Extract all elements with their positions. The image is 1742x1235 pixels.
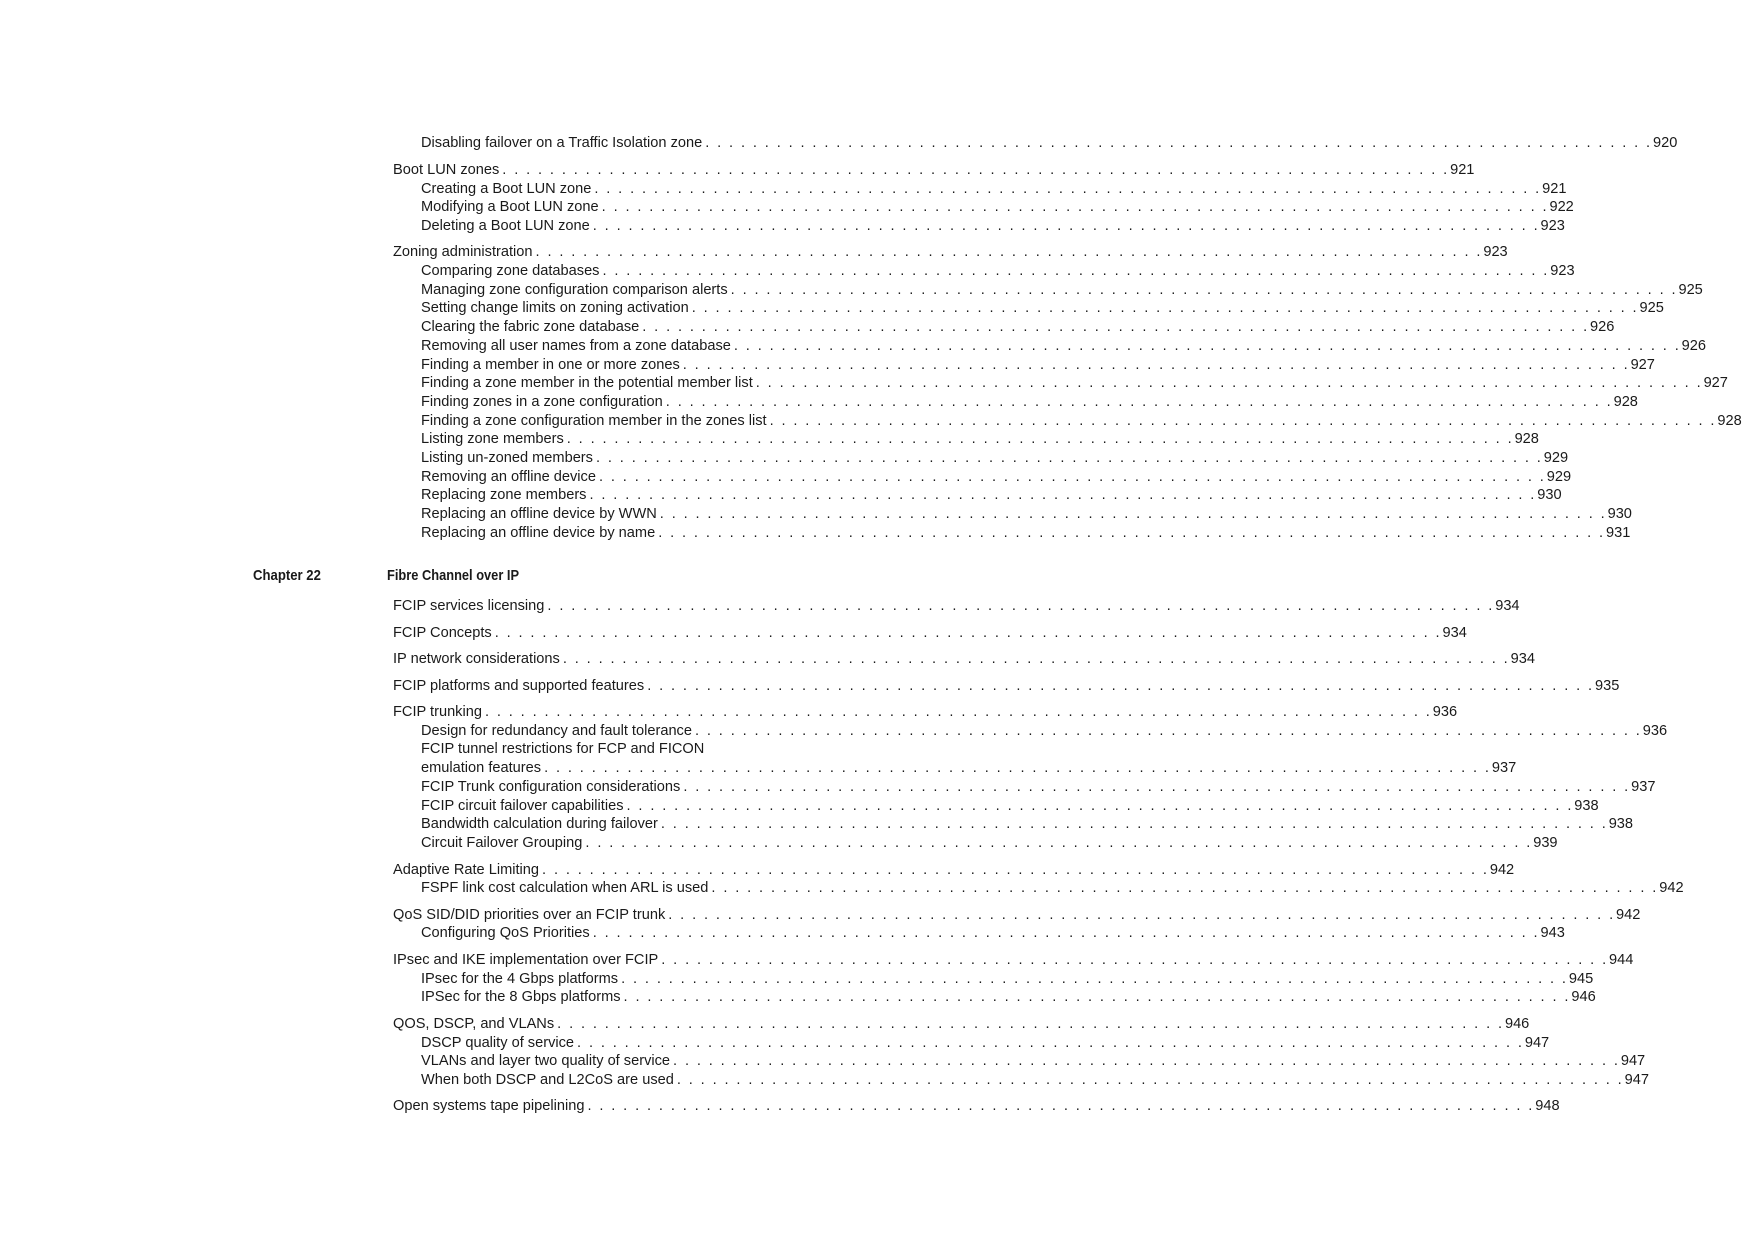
toc-page-number: 928 [1717,413,1742,429]
dot-leader: . . . . . . . . . . . . . . . . . . . . . . . . . . . . . . . . . . . . . . . . . . . . . . . . . . . . . . . . . . . . . . . . . . . . . . . . . . . . . . . . [585,835,1533,851]
toc-page-number: 936 [1642,723,1668,739]
dot-leader: . . . . . . . . . . . . . . . . . . . . . . . . . . . . . . . . . . . . . . . . . . . . . . . . . . . . . . . . . . . . . . . . . . . . . . . . . . . . . . . . [621,971,1568,987]
toc-entry-subsection[interactable] [421,374,1728,393]
dot-leader: . . . . . . . . . . . . . . . . . . . . . . . . . . . . . . . . . . . . . . . . . . . . . . . . . . . . . . . . . . . . . . . . . . . . . . . . . . . . . . . . [705,135,1653,151]
dot-leader: . . . . . . . . . . . . . . . . . . . . . . . . . . . . . . . . . . . . . . . . . . . . . . . . . . . . . . . . . . . . . . . . . . . . . . . . . . . . . . . . [544,760,1491,776]
toc-entry-subsection[interactable] [421,834,1558,853]
toc-entry-title: FCIP Concepts [393,625,492,641]
toc-page-number: 943 [1540,925,1565,941]
toc-page-number: 934 [1495,598,1520,614]
dot-leader: . . . . . . . . . . . . . . . . . . . . . . . . . . . . . . . . . . . . . . . . . . . . . . . . . . . . . . . . . . . . . . . . . . . . . . . . . . . . . . . . [595,450,1543,466]
toc-entry-title: Finding a member in one or more zones [421,357,680,373]
toc-page-number: 934 [1510,651,1535,667]
dot-leader: . . . . . . . . . . . . . . . . . . . . . . . . . . . . . . . . . . . . . . . . . . . . . . . . . . . . . . . . . . . . . . . . . . . . . . . . . . . . . . . . [623,989,1571,1005]
toc-entry-subsection[interactable] [421,815,1634,834]
toc-page-number: 948 [1535,1098,1560,1114]
toc-entry-title: Boot LUN zones [393,162,500,178]
dot-leader: . . . . . . . . . . . . . . . . . . . . . . . . . . . . . . . . . . . . . . . . . . . . . . . . . . . . . . . . . . . . . . . . . . . . . . . . . . . . . . . . [683,779,1631,795]
toc-entry-subsection[interactable] [421,988,1596,1007]
toc-entry-subsection[interactable] [421,486,1562,505]
toc-page-number: 936 [1432,704,1458,720]
toc-entry-title: Finding a zone member in the potential member list [421,375,753,391]
toc-page-number: 930 [1607,506,1632,522]
toc-entry-subsection[interactable] [421,797,1599,816]
dot-leader: . . . . . . . . . . . . . . . . . . . . . . . . . . . . . . . . . . . . . . . . . . . . . . . . . . . . . . . . . . . . . . . . . . . . . . . . . . . . . . . . [691,300,1639,316]
toc-entry-title: QoS SID/DID priorities over an FCIP trunk [393,907,666,923]
toc-page-number: 944 [1609,952,1634,968]
toc-entry-subsection[interactable] [421,337,1707,356]
toc-entry-subsection[interactable] [421,924,1565,943]
toc-page-number: 942 [1489,862,1515,878]
toc-entry-title: FCIP services licensing [393,598,545,614]
toc-page-number: 947 [1620,1053,1646,1069]
toc-entry-section[interactable] [393,1097,1560,1116]
toc-entry-subsection[interactable] [421,879,1684,898]
toc-entry-title: FSPF link cost calculation when ARL is used [421,880,709,896]
dot-leader: . . . . . . . . . . . . . . . . . . . . . . . . . . . . . . . . . . . . . . . . . . . . . . . . . . . . . . . . . . . . . . . . . . . . . . . . . . . . . . . . [592,925,1540,941]
toc-entry-section[interactable] [393,597,1520,616]
dot-leader: . . . . . . . . . . . . . . . . . . . . . . . . . . . . . . . . . . . . . . . . . . . . . . . . . . . . . . . . . . . . . . . . . . . . . . . . . . . . . . . . [733,338,1681,354]
toc-page-number: 921 [1450,162,1475,178]
toc-entry-subsection[interactable] [421,524,1631,543]
toc-entry-title: Deleting a Boot LUN zone [421,218,590,234]
dot-leader: . . . . . . . . . . . . . . . . . . . . . . . . . . . . . . . . . . . . . . . . . . . . . . . . . . . . . . . . . . . . . . . . . . . . . . . . . . . . . . . . [592,218,1540,234]
toc-page-number: 927 [1703,375,1728,391]
dot-leader: . . . . . . . . . . . . . . . . . . . . . . . . . . . . . . . . . . . . . . . . . . . . . . . . . . . . . . . . . . . . . . . . . . . . . . . . . . . . . . . . [658,525,1605,541]
toc-page-number: 947 [1624,1072,1650,1088]
toc-entry-title: FCIP platforms and supported features [393,678,645,694]
toc-page-number: 920 [1653,135,1678,151]
dot-leader: . . . . . . . . . . . . . . . . . . . . . . . . . . . . . . . . . . . . . . . . . . . . . . . . . . . . . . . . . . . . . . . . . . . . . . . . . . . . . . . . [601,199,1549,215]
chapter-title: Fibre Channel over IP [387,568,520,584]
dot-leader: . . . . . . . . . . . . . . . . . . . . . . . . . . . . . . . . . . . . . . . . . . . . . . . . . . . . . . . . . . . . . . . . . . . . . . . . . . . . . . . . [711,880,1659,896]
dot-leader: . . . . . . . . . . . . . . . . . . . . . . . . . . . . . . . . . . . . . . . . . . . . . . . . . . . . . . . . . . . . . . . . . . . . . . . . . . . . . . . . [502,162,1450,178]
toc-entry-title: Bandwidth calculation during failover [421,816,658,832]
toc-page-number: 942 [1616,907,1641,923]
toc-entry-section[interactable] [393,243,1508,262]
toc-entry-section[interactable] [393,906,1641,925]
toc-entry-title: DSCP quality of service [421,1035,575,1051]
dot-leader: . . . . . . . . . . . . . . . . . . . . . . . . . . . . . . . . . . . . . . . . . . . . . . . . . . . . . . . . . . . . . . . . . . . . . . . . . . . . . . . . [494,625,1442,641]
dot-leader: . . . . . . . . . . . . . . . . . . . . . . . . . . . . . . . . . . . . . . . . . . . . . . . . . . . . . . . . . . . . . . . . . . . . . . . . . . . . . . . . [589,487,1537,503]
toc-entry-section[interactable] [393,703,1458,722]
toc-page-number: 935 [1595,678,1620,694]
toc-entry-subsection[interactable] [421,449,1569,468]
toc-entry-title: IPsec and IKE implementation over FCIP [393,952,659,968]
toc-page-number: 934 [1442,625,1467,641]
toc-entry-subsection[interactable] [421,299,1664,318]
toc-entry-title: Comparing zone databases [421,263,600,279]
dot-leader: . . . . . . . . . . . . . . . . . . . . . . . . . . . . . . . . . . . . . . . . . . . . . . . . . . . . . . . . . . . . . . . . . . . . . . . . . . . . . . . . [730,282,1678,298]
toc-entry-title: Circuit Failover Grouping [421,835,583,851]
toc-page-number: 929 [1546,469,1572,485]
toc-page-number: 928 [1514,431,1539,447]
toc-entry-continued[interactable]: FCIP tunnel restrictions for FCP and FICON [421,741,705,757]
toc-page-number: 945 [1568,971,1594,987]
toc-entry-title: FCIP circuit failover capabilities [421,798,624,814]
toc-entry-subsection[interactable] [421,1034,1550,1053]
toc-entry-subsection[interactable] [421,281,1703,300]
toc-entry-section[interactable] [393,161,1475,180]
toc-entry-subsection[interactable] [421,778,1656,797]
toc-page-number: 921 [1542,181,1567,197]
toc-entry-title: Replacing zone members [421,487,587,503]
chapter-number: Chapter 22 [253,568,321,584]
toc-entry-title: Listing un-zoned members [421,450,593,466]
toc-entry-subsection[interactable] [421,1052,1646,1071]
dot-leader: . . . . . . . . . . . . . . . . . . . . . . . . . . . . . . . . . . . . . . . . . . . . . . . . . . . . . . . . . . . . . . . . . . . . . . . . . . . . . . . . [542,862,1489,878]
dot-leader: . . . . . . . . . . . . . . . . . . . . . . . . . . . . . . . . . . . . . . . . . . . . . . . . . . . . . . . . . . . . . . . . . . . . . . . . . . . . . . . . [535,244,1483,260]
dot-leader: . . . . . . . . . . . . . . . . . . . . . . . . . . . . . . . . . . . . . . . . . . . . . . . . . . . . . . . . . . . . . . . . . . . . . . . . . . . . . . . . [682,357,1630,373]
toc-page-number: 928 [1613,394,1638,410]
toc-entry-section[interactable] [393,1015,1530,1034]
toc-page-number: 923 [1483,244,1508,260]
toc-page-number: 927 [1630,357,1655,373]
toc-page-number: 923 [1540,218,1565,234]
dot-leader: . . . . . . . . . . . . . . . . . . . . . . . . . . . . . . . . . . . . . . . . . . . . . . . . . . . . . . . . . . . . . . . . . . . . . . . . . . . . . . . . [661,952,1609,968]
dot-leader: . . . . . . . . . . . . . . . . . . . . . . . . . . . . . . . . . . . . . . . . . . . . . . . . . . . . . . . . . . . . . . . . . . . . . . . . . . . . . . . . [659,506,1607,522]
dot-leader: . . . . . . . . . . . . . . . . . . . . . . . . . . . . . . . . . . . . . . . . . . . . . . . . . . . . . . . . . . . . . . . . . . . . . . . . . . . . . . . . [665,394,1613,410]
toc-entry-subsection[interactable] [421,262,1575,281]
toc-entry-title: Managing zone configuration comparison alerts [421,282,728,298]
toc-page-number: 946 [1504,1016,1530,1032]
toc-page-number: 926 [1590,319,1615,335]
dot-leader: . . . . . . . . . . . . . . . . . . . . . . . . . . . . . . . . . . . . . . . . . . . . . . . . . . . . . . . . . . . . . . . . . . . . . . . . . . . . . . . . [587,1098,1535,1114]
toc-entry-subsection[interactable] [421,180,1567,199]
toc-page-number: 923 [1550,263,1575,279]
dot-leader: . . . . . . . . . . . . . . . . . . . . . . . . . . . . . . . . . . . . . . . . . . . . . . . . . . . . . . . . . . . . . . . . . . . . . . . . . . . . . . . . [642,319,1590,335]
toc-entry-section[interactable] [393,951,1634,970]
toc-entry-subsection[interactable] [421,318,1615,337]
toc-entry-title: When both DSCP and L2CoS are used [421,1072,674,1088]
toc-entry-title: Setting change limits on zoning activation [421,300,689,316]
toc-entry-subsection[interactable] [421,505,1632,524]
toc-entry-title: FCIP trunking [393,704,482,720]
toc-entry-title: VLANs and layer two quality of service [421,1053,671,1069]
toc-page-number: 931 [1606,525,1631,541]
toc-entry-subsection[interactable] [421,217,1565,236]
toc-entry-subsection[interactable] [421,468,1572,487]
dot-leader: . . . . . . . . . . . . . . . . . . . . . . . . . . . . . . . . . . . . . . . . . . . . . . . . . . . . . . . . . . . . . . . . . . . . . . . . . . . . . . . . [598,469,1546,485]
dot-leader: . . . . . . . . . . . . . . . . . . . . . . . . . . . . . . . . . . . . . . . . . . . . . . . . . . . . . . . . . . . . . . . . . . . . . . . . . . . . . . . . [694,723,1642,739]
toc-entry-title: Replacing an offline device by name [421,525,656,541]
toc-entry-subsection[interactable] [421,722,1668,741]
toc-page-number: 929 [1543,450,1569,466]
toc-entry-section[interactable] [393,650,1535,669]
toc-entry-subsection[interactable] [421,759,1517,778]
toc-page-number: 922 [1549,199,1574,215]
toc-page-number: 925 [1639,300,1664,316]
toc-entry-title: Clearing the fabric zone database [421,319,640,335]
toc-entry-title: Finding zones in a zone configuration [421,394,663,410]
dot-leader: . . . . . . . . . . . . . . . . . . . . . . . . . . . . . . . . . . . . . . . . . . . . . . . . . . . . . . . . . . . . . . . . . . . . . . . . . . . . . . . . [647,678,1594,694]
dot-leader: . . . . . . . . . . . . . . . . . . . . . . . . . . . . . . . . . . . . . . . . . . . . . . . . . . . . . . . . . . . . . . . . . . . . . . . . . . . . . . . . [577,1035,1524,1051]
dot-leader: . . . . . . . . . . . . . . . . . . . . . . . . . . . . . . . . . . . . . . . . . . . . . . . . . . . . . . . . . . . . . . . . . . . . . . . . . . . . . . . . [676,1072,1624,1088]
dot-leader: . . . . . . . . . . . . . . . . . . . . . . . . . . . . . . . . . . . . . . . . . . . . . . . . . . . . . . . . . . . . . . . . . . . . . . . . . . . . . . . . [626,798,1574,814]
toc-entry-title: IPsec for the 4 Gbps platforms [421,971,619,987]
toc-page-number: 925 [1678,282,1703,298]
toc-entry-subsection[interactable] [421,412,1742,431]
toc-page-number: 947 [1524,1035,1550,1051]
toc-entry-title: IPSec for the 8 Gbps platforms [421,989,621,1005]
toc-entry-section[interactable] [393,861,1515,880]
toc-entry-title: IP network considerations [393,651,560,667]
toc-entry-subsection[interactable] [421,356,1655,375]
toc-page-number: 942 [1659,880,1684,896]
toc-entry-title: Replacing an offline device by WWN [421,506,657,522]
toc-entry-title: Open systems tape pipelining [393,1098,585,1114]
toc-page-number: 946 [1571,989,1596,1005]
toc-entry-title: Design for redundancy and fault tolerance [421,723,692,739]
dot-leader: . . . . . . . . . . . . . . . . . . . . . . . . . . . . . . . . . . . . . . . . . . . . . . . . . . . . . . . . . . . . . . . . . . . . . . . . . . . . . . . . [755,375,1703,391]
dot-leader: . . . . . . . . . . . . . . . . . . . . . . . . . . . . . . . . . . . . . . . . . . . . . . . . . . . . . . . . . . . . . . . . . . . . . . . . . . . . . . . . [673,1053,1620,1069]
toc-entry-title: Disabling failover on a Traffic Isolation zone [421,135,703,151]
dot-leader: . . . . . . . . . . . . . . . . . . . . . . . . . . . . . . . . . . . . . . . . . . . . . . . . . . . . . . . . . . . . . . . . . . . . . . . . . . . . . . . . [602,263,1550,279]
toc-entry-title: Adaptive Rate Limiting [393,862,540,878]
dot-leader: . . . . . . . . . . . . . . . . . . . . . . . . . . . . . . . . . . . . . . . . . . . . . . . . . . . . . . . . . . . . . . . . . . . . . . . . . . . . . . . . [562,651,1510,667]
toc-entry-section[interactable] [393,677,1620,696]
toc-page-number: 926 [1681,338,1707,354]
toc-entry-title: Finding a zone configuration member in the zones list [421,413,767,429]
dot-leader: . . . . . . . . . . . . . . . . . . . . . . . . . . . . . . . . . . . . . . . . . . . . . . . . . . . . . . . . . . . . . . . . . . . . . . . . . . . . . . . . [660,816,1608,832]
toc-entry-subsection[interactable] [421,198,1574,217]
dot-leader: . . . . . . . . . . . . . . . . . . . . . . . . . . . . . . . . . . . . . . . . . . . . . . . . . . . . . . . . . . . . . . . . . . . . . . . . . . . . . . . . [566,431,1514,447]
toc-page-number: 938 [1608,816,1634,832]
dot-leader: . . . . . . . . . . . . . . . . . . . . . . . . . . . . . . . . . . . . . . . . . . . . . . . . . . . . . . . . . . . . . . . . . . . . . . . . . . . . . . . . [557,1016,1504,1032]
toc-entry-subsection[interactable] [421,1071,1650,1090]
toc-entry-title: Configuring QoS Priorities [421,925,590,941]
toc-entry-title: Creating a Boot LUN zone [421,181,592,197]
toc-entry-title: FCIP Trunk configuration considerations [421,779,681,795]
toc-page-number: 938 [1574,798,1599,814]
toc-entry-title: Modifying a Boot LUN zone [421,199,599,215]
dot-leader: . . . . . . . . . . . . . . . . . . . . . . . . . . . . . . . . . . . . . . . . . . . . . . . . . . . . . . . . . . . . . . . . . . . . . . . . . . . . . . . . [594,181,1542,197]
toc-page-number: 939 [1533,835,1558,851]
toc-page-number: 930 [1537,487,1562,503]
toc-entry-title: QOS, DSCP, and VLANs [393,1016,555,1032]
toc-entry-subsection[interactable] [421,393,1638,412]
toc-entry-title: Removing all user names from a zone database [421,338,731,354]
toc-entry-title: emulation features [421,760,542,776]
dot-leader: . . . . . . . . . . . . . . . . . . . . . . . . . . . . . . . . . . . . . . . . . . . . . . . . . . . . . . . . . . . . . . . . . . . . . . . . . . . . . . . . [547,598,1495,614]
dot-leader: . . . . . . . . . . . . . . . . . . . . . . . . . . . . . . . . . . . . . . . . . . . . . . . . . . . . . . . . . . . . . . . . . . . . . . . . . . . . . . . . [769,413,1717,429]
dot-leader: . . . . . . . . . . . . . . . . . . . . . . . . . . . . . . . . . . . . . . . . . . . . . . . . . . . . . . . . . . . . . . . . . . . . . . . . . . . . . . . . [668,907,1616,923]
toc-entry-title: Removing an offline device [421,469,596,485]
toc-page-number: 937 [1631,779,1656,795]
toc-page-number: 937 [1491,760,1517,776]
toc-entry-subsection[interactable] [421,970,1594,989]
toc-entry-subsection[interactable] [421,430,1539,449]
toc-entry-subsection[interactable] [421,134,1678,153]
toc-entry-title: Listing zone members [421,431,564,447]
toc-entry-section[interactable] [393,624,1467,643]
dot-leader: . . . . . . . . . . . . . . . . . . . . . . . . . . . . . . . . . . . . . . . . . . . . . . . . . . . . . . . . . . . . . . . . . . . . . . . . . . . . . . . . [484,704,1432,720]
toc-entry-title: Zoning administration [393,244,533,260]
